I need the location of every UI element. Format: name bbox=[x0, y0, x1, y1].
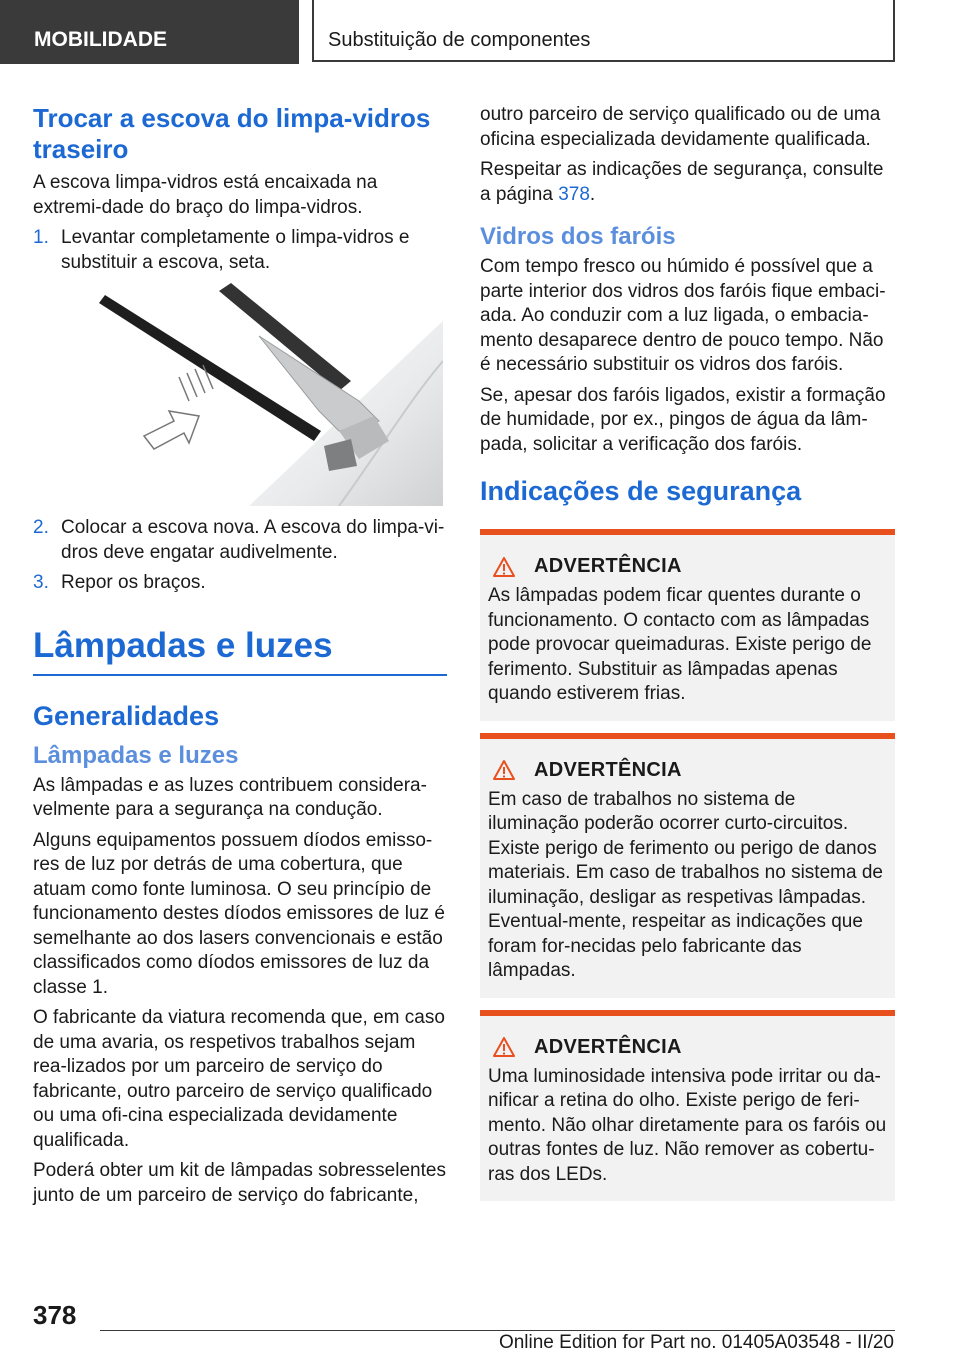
reference-text: Respeitar as indicações de segurança, consulte a página bbox=[480, 159, 884, 205]
paragraph: Poderá obter um kit de lâmpadas sobresselentes junto de um parceiro de serviço do fabricante, bbox=[33, 1160, 446, 1206]
chapter-header bbox=[312, 0, 895, 62]
paragraph: As lâmpadas e as luzes contribuem considera-velmente para a segurança na condução. bbox=[33, 774, 427, 820]
wiper-blade-image bbox=[89, 281, 443, 506]
warning-title: ADVERTÊNCIA bbox=[534, 1035, 682, 1058]
warning-text: Em caso de trabalhos no sistema de iluminação poderão ocorrer curto-circuitos. Existe perigo de ferimento ou perigo de danos materiais. Em caso de trabalhos no sistema de iluminação, desligar as respetivas lâmpadas. Eventual-mente, respeitar as indicações que foram for-necidas pelo fabricante das lâmpadas. bbox=[488, 788, 883, 981]
paragraph: Com tempo fresco ou húmido é possível que a parte interior dos vidros dos faróis fique embaci-ada. Ao conduzir com a luz ligada, o embacia-mento desaparece dentro de pouco tempo. Não é necessário substituir os vidros dos faróis. bbox=[480, 256, 886, 375]
step-item bbox=[33, 516, 447, 565]
warning-box bbox=[480, 1010, 895, 1202]
wiper-steps bbox=[33, 226, 447, 275]
right-column bbox=[480, 103, 895, 1213]
left-column bbox=[33, 103, 447, 1214]
wiper-section-title: Trocar a escova do limpa-vidros traseiro bbox=[33, 103, 431, 164]
glass-section-title: Vidros dos faróis bbox=[480, 223, 676, 250]
wiper-illustration bbox=[89, 281, 443, 506]
step-text: Repor os braços. bbox=[61, 572, 206, 593]
wiper-intro: A escova limpa-vidros está encaixada na extremi-dade do braço do limpa-vidros. bbox=[33, 172, 378, 218]
warning-box bbox=[480, 733, 895, 998]
lamps-chapter-title: Lâmpadas e luzes bbox=[33, 624, 447, 676]
step-number: 2. bbox=[33, 517, 49, 538]
chapter-label: Substituição de componentes bbox=[328, 29, 591, 51]
step-number: 3. bbox=[33, 572, 49, 593]
wiper-steps-continued bbox=[33, 516, 447, 596]
paragraph: outro parceiro de serviço qualificado ou de uma oficina especializada devidamente qualificada. bbox=[480, 104, 881, 150]
section-label: MOBILIDADE bbox=[34, 28, 167, 51]
edition-note: Online Edition for Part no. 01405A03548 - II/20 bbox=[498, 1332, 894, 1353]
step-number: 1. bbox=[33, 227, 49, 248]
page-number: 378 bbox=[33, 1300, 77, 1330]
warning-triangle-icon bbox=[492, 759, 516, 781]
step-text: Colocar a escova nova. A escova do limpa-vi-dros deve engatar audivelmente. bbox=[61, 517, 445, 563]
step-item bbox=[33, 571, 447, 596]
section-tab bbox=[0, 0, 299, 64]
warning-triangle-icon bbox=[492, 556, 516, 578]
paragraph: O fabricante da viatura recomenda que, em caso de uma avaria, os respetivos trabalhos sejam rea-lizados por um parceiro de serviço do fabricante, outro parceiro de serviço qualificado ou uma ofi-cina especializada devidamente qualificada. bbox=[33, 1007, 445, 1151]
step-text: Levantar completamente o limpa-vidros e substituir a escova, seta. bbox=[61, 227, 410, 273]
page-link[interactable]: 378 bbox=[558, 183, 590, 205]
warning-header bbox=[488, 555, 887, 578]
step-item bbox=[33, 226, 447, 275]
warning-header bbox=[488, 759, 887, 782]
paragraph: Se, apesar dos faróis ligados, existir a formação de humidade, por ex., pingos de água da lâm-pada, solicitar a verificação dos faróis. bbox=[480, 384, 886, 455]
lamps-subsection-title: Lâmpadas e luzes bbox=[33, 741, 239, 769]
warning-title: ADVERTÊNCIA bbox=[534, 555, 682, 577]
footer-divider bbox=[100, 1330, 895, 1331]
safety-section-title: Indicações de segurança bbox=[480, 476, 802, 506]
warning-triangle-icon bbox=[492, 1036, 516, 1058]
warning-header bbox=[488, 1036, 887, 1059]
general-section-title: Generalidades bbox=[33, 700, 220, 731]
warning-box bbox=[480, 529, 895, 721]
safety-reference bbox=[480, 158, 895, 207]
warning-title: ADVERTÊNCIA bbox=[534, 758, 682, 781]
warning-text: Uma luminosidade intensiva pode irritar ou da-nificar a retina do olho. Existe perigo de feri-mento. Não olhar diretamente para os faróis ou outras fontes de luz. Não remover as cobertu-ras dos LEDs. bbox=[488, 1065, 887, 1185]
paragraph: Alguns equipamentos possuem díodos emisso-res de luz por detrás de uma cobertura, que atuam como fonte luminosa. O seu princípio de funcionamento destes díodos emissores de luz é semelhante ao dos lasers convencionais e estão classificados como díodos emissores de luz da classe 1. bbox=[33, 829, 445, 998]
reference-punct: . bbox=[589, 183, 596, 205]
warning-text: As lâmpadas podem ficar quentes durante o funcionamento. O contacto com as lâmpadas pode provocar queimaduras. Existe perigo de ferimento. Substituir as lâmpadas apenas quando estiverem frias. bbox=[488, 585, 872, 704]
